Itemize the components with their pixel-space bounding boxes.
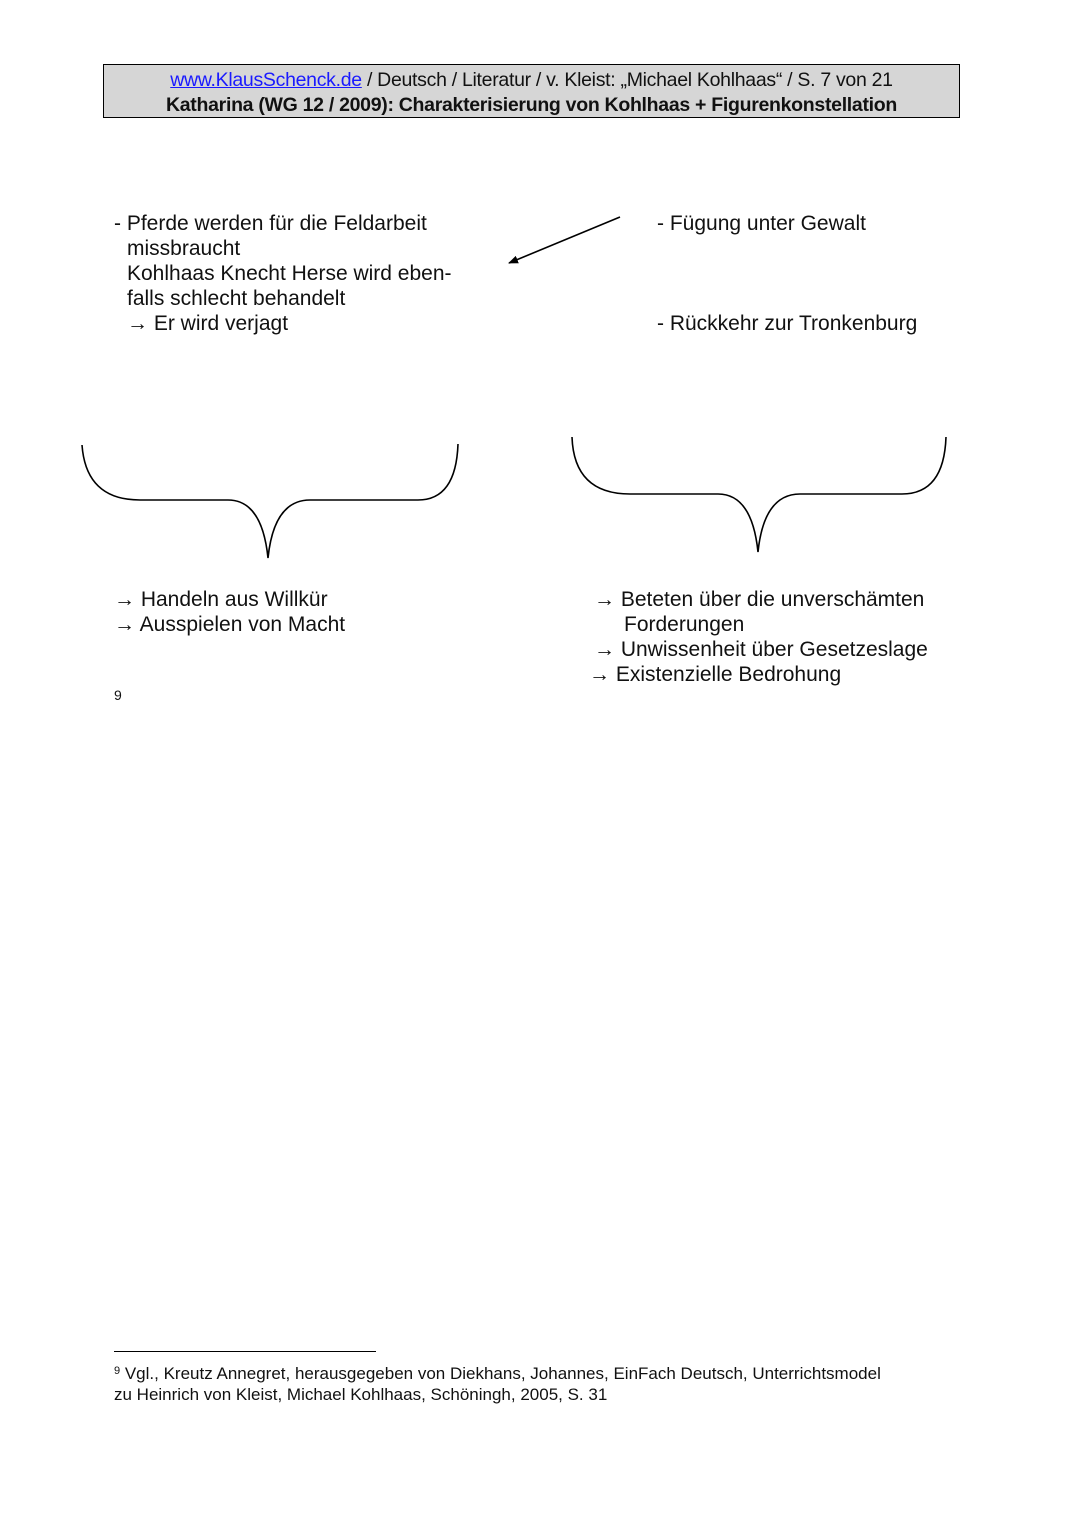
- note-line: → Existenzielle Bedrohung: [589, 663, 842, 686]
- footnote-marker: 9: [114, 687, 122, 703]
- website-link[interactable]: www.KlausSchenck.de: [170, 69, 362, 91]
- left-bottom-notes: [114, 587, 345, 637]
- footnote: [114, 1361, 881, 1405]
- right-brace: [572, 437, 946, 552]
- header-breadcrumb: / Deutsch / Literatur / v. Kleist: „Michael Kohlhaas“ / S. 7 von 21: [361, 69, 893, 91]
- note-line: Forderungen: [624, 613, 745, 636]
- note-line: → Ausspielen von Macht: [114, 613, 346, 636]
- note-line: missbraucht: [127, 237, 241, 260]
- footnote-divider: [114, 1351, 376, 1352]
- note-line: Kohlhaas Knecht Herse wird eben-: [127, 262, 452, 285]
- arrow: [509, 217, 620, 263]
- header-title: Katharina (WG 12 / 2009): Charakterisierung von Kohlhaas + Figurenkonstellation: [165, 94, 898, 116]
- footnote-text: Vgl., Kreutz Annegret, herausgegeben von Diekhans, Johannes, EinFach Deutsch, Unterrichtsmodel: [120, 1364, 881, 1383]
- note-line: → Handeln aus Willkür: [114, 588, 328, 611]
- note-line: → Unwissenheit über Gesetzeslage: [594, 638, 928, 661]
- note-line: falls schlecht behandelt: [127, 287, 346, 310]
- note-line: → Er wird verjagt: [127, 312, 289, 335]
- left-brace: [82, 444, 458, 558]
- note-line: - Pferde werden für die Feldarbeit: [114, 212, 427, 235]
- right-top-item-2: - Rückkehr zur Tronkenburg: [657, 312, 918, 335]
- note-line: → Beteten über die unverschämten: [594, 588, 925, 611]
- footnote-line-2: zu Heinrich von Kleist, Michael Kohlhaas, Schöningh, 2005, S. 31: [114, 1385, 608, 1404]
- right-bottom-notes: [589, 587, 928, 687]
- footnote-number: 9: [114, 1365, 121, 1377]
- footnote-line-1: [114, 1361, 881, 1384]
- right-top-item-1: - Fügung unter Gewalt: [657, 212, 866, 235]
